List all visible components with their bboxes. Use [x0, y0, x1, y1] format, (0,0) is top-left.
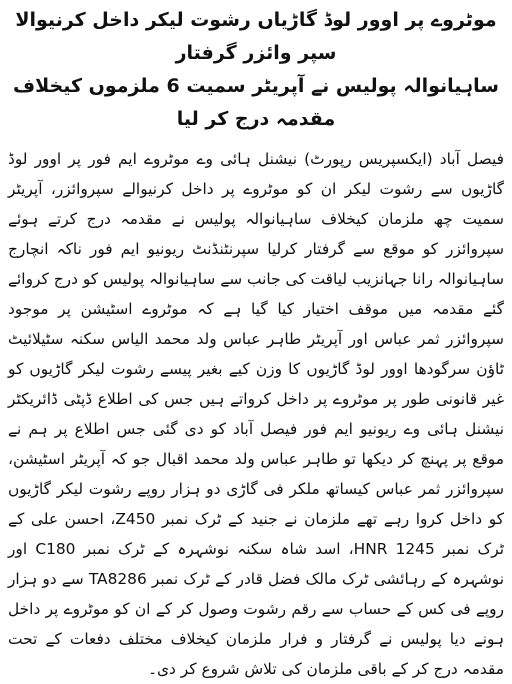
headline-line-1: موٹروے پر اوور لوڈ گاڑیاں رشوت لیکر داخل کرنیوالا سپر وائزر گرفتار [15, 9, 497, 64]
article-body: فیصل آباد (ایکسپریس رپورٹ) نیشنل ہائی وے موٹروے ایم فور پر اوور لوڈ گاڑیوں سے رشوت لیکر ان کو موٹروے پر داخل کرنیوالے سپروائزر، آپریٹر سمیت چھ ملزمان کیخلاف ساہیانوالہ پولیس نے مقدمہ درج کرتے ہوئے سپروائزر کو موقع سے گرفتار کرلیا سپرنٹنڈنٹ ریونیو ایم فور ناکہ انچارج ساہیانوالہ رانا جہانزیب لیاقت کی جانب سے ساہیانوالہ پولیس کو درج کروائے گئے مقدمہ میں موقف اختیار کیا گیا ہے کہ موٹروے اسٹیشن پر موجود سپروائزر ثمر عباس اور آپریٹر طاہر عباس ولد محمد الیاس سکنہ سٹیلائیٹ ٹاؤن سرگودھا اوور لوڈ گاڑیوں کا وزن کیے بغیر پیسے رشوت لیکر گاڑیوں کو غیر قانونی طور پر موٹروے پر داخل کرواتے ہیں جس کی اطلاع ڈپٹی ڈائریکٹر نیشنل ہائی وے ریونیو ایم فور فیصل آباد کو دی گئی جس اطلاع پر ہم نے موقع پر پہنچ کر دیکھا تو طاہر عباس ولد محمد اقبال جو کہ آپریٹر اسٹیشن، سپروائزر ثمر عباس کیساتھ ملکر فی گاڑی دو ہزار روپے رشوت لیکر گاڑیوں کو داخل کروا رہے تھے ملزمان نے جنید کے ٹرک نمبر Z450، احسن علی کے ٹرک نمبر HNR 1245، اسد شاہ سکنہ نوشہرہ کے ٹرک نمبر C180 اور نوشہرہ کے رہائشی ٹرک مالک فضل قادر کے ٹرک نمبر TA8286 سے دو ہزار روپے فی کس کے حساب سے رقم رشوت وصول کر کے ان کو موٹروے پر داخل ہونے دیا پولیس نے گرفتار و فرار ملزمان کیخلاف مختلف دفعات کے تحت مقدمہ درج کر کے باقی ملزمان کی تلاش شروع کر دی۔ [8, 150, 505, 678]
headline-line-2: ساہیانوالہ پولیس نے آپریٹر سمیت 6 ملزموں کیخلاف مقدمہ درج کر لیا [13, 75, 499, 130]
